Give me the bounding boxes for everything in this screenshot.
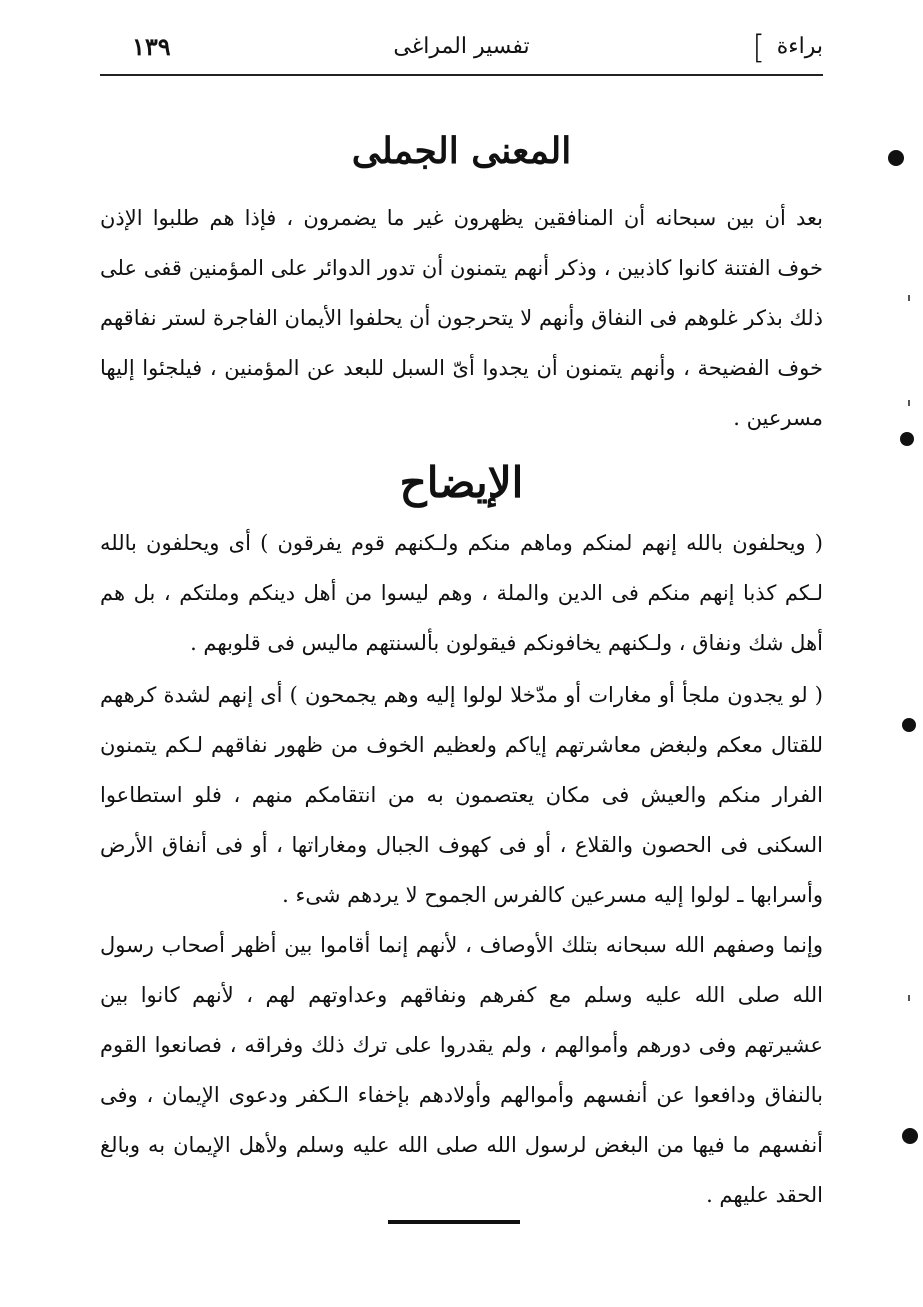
paragraph-explanation-3: وإنما وصفهم الله سبحانه بتلك الأوصاف ، لأنهم إنما أقاموا بين أظهر أصحاب رسول الله صلى الله عليه وسلم مع كفرهم ونفاقهم وعداوتهم لهم ، لأنهم كانوا بين عشيرتهم وفى دورهم وأموالهم ، ولم يقدروا على ترك ذلك وفراقه ، فصانعوا القوم بالنفاق ودافعوا عن أنفسهم وأموالهم وأولادهم بإخفاء الـكفر ودعوى الإيمان ، وفى أنفسهم ما فيها من البغض لرسول الله صلى الله عليه وسلم ولأهل الإيمان به وبالغ الحقد عليهم . [100, 933, 823, 1207]
ink-blot [902, 718, 916, 732]
header-divider [100, 74, 823, 76]
paragraph-general-meaning: بعد أن بين سبحانه أن المنافقين يظهرون غير ما يضمرون ، فإذا هم طلبوا الإذن خوف الفتنة كانوا كاذبين ، وذكر أنهم يتمنون أن تدور الدوائر على المؤمنين قفى على ذلك بذكر غلوهم فى النفاق وأنهم لا يتحرجون أن يحلفوا الأيمان الفاجرة لستر نفاقهم خوف الفضيحة ، وأنهم يتمنون أن يجدوا أىّ السبل للبعد عن المؤمنين ، فيلجئوا إليها مسرعين . [100, 206, 823, 430]
section-heading-explanation: الإيضاح [399, 458, 524, 507]
paragraph-explanation-1: ( ويحلفون بالله إنهم لمنكم وماهم منكم ولـكنهم قوم يفرقون ) أى ويحلفون بالله لـكم كذبا إنهم منكم فى الدين والملة ، وهم ليسوا من أهل دينكم وملتكم ، بل هم أهل شك ونفاق ، ولـكنهم يخافونكم فيقولون بألسنتهم ماليس فى قلوبهم . [100, 531, 823, 655]
ink-blot [900, 432, 914, 446]
ink-blot [902, 1128, 918, 1144]
book-title: تفسير المراغى [393, 34, 530, 59]
page-header [100, 28, 823, 72]
scan-speck [908, 995, 910, 1001]
header-bracket: ] [752, 28, 765, 66]
section-end-divider [388, 1220, 520, 1224]
scan-speck [908, 295, 910, 301]
scan-speck [908, 400, 910, 406]
section-heading-general-meaning: المعنى الجملى [351, 130, 572, 172]
surah-name: براءة [776, 34, 823, 59]
page-number: ١٣٩ [132, 32, 171, 61]
ink-blot [888, 150, 904, 166]
paragraph-explanation-2: ( لو يجدون ملجأ أو مغارات أو مدّخلا لولوا إليه وهم يجمحون ) أى إنهم لشدة كرههم للقتال معكم ولبغض معاشرتهم إياكم ولعظيم الخوف من ظهور نفاقهم لـكم يتمنون الفرار منكم والعيش فى مكان يعتصمون به من انتقامكم منهم ، فلو استطاعوا السكنى فى الحصون والقلاع ، أو فى كهوف الجبال ومغاراتها ، أو فى أنفاق الأرض وأسرابها ـ لولوا إليه مسرعين كالفرس الجموح لا يردهم شىء . [100, 683, 823, 907]
